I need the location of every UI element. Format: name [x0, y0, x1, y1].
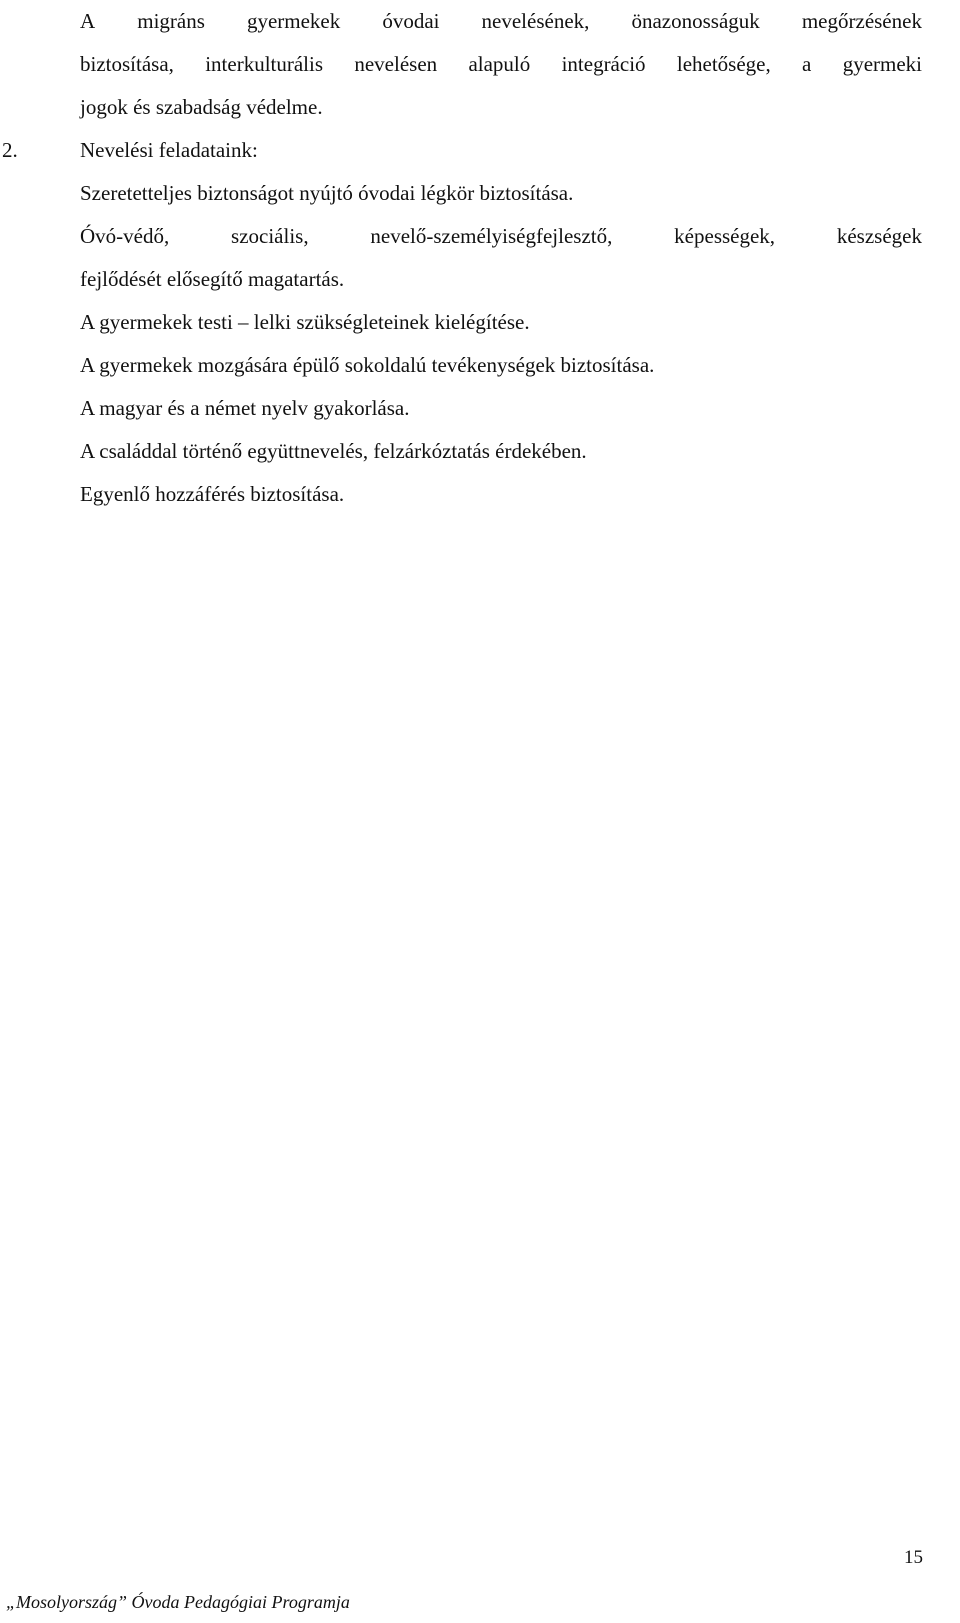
task-item: Egyenlő hozzáférés biztosítása. — [80, 482, 345, 506]
word: nevelésen — [354, 52, 438, 76]
section-heading — [2, 129, 922, 172]
word: készségek — [836, 224, 922, 248]
word: alapuló — [468, 52, 531, 76]
task-item-line-1 — [80, 215, 922, 258]
task-item: Szeretetteljes biztonságot nyújtó óvodai légkör biztosítása. — [80, 181, 574, 205]
word: A — [80, 9, 96, 33]
word: szociális, — [231, 224, 309, 248]
word: nevelő-személyiségfejlesztő, — [370, 224, 613, 248]
word: képességek, — [674, 224, 776, 248]
word: nevelésének, — [481, 9, 590, 33]
section-number: 2. — [2, 138, 18, 162]
word: Óvó-védő, — [80, 224, 170, 248]
word: integráció — [561, 52, 646, 76]
task-item: A gyermekek mozgására épülő sokoldalú tevékenységek biztosítása. — [80, 353, 655, 377]
intro-line-1 — [80, 0, 922, 43]
document-body — [2, 0, 922, 516]
word: interkulturális — [205, 52, 324, 76]
word: a — [802, 52, 812, 76]
task-item: A családdal történő együttnevelés, felzárkóztatás érdekében. — [80, 439, 587, 463]
page-number: 15 — [904, 1547, 923, 1568]
task-item-line-2: fejlődését elősegítő magatartás. — [80, 267, 345, 291]
task-item: A gyermekek testi – lelki szükségleteinek kielégítése. — [80, 310, 530, 334]
word: gyermeki — [842, 52, 922, 76]
word: gyermekek — [246, 9, 341, 33]
task-item: A magyar és a német nyelv gyakorlása. — [80, 396, 410, 420]
footer-program-title: „Mosolyország” Óvoda Pedagógiai Programja — [6, 1592, 350, 1612]
word: óvodai — [382, 9, 440, 33]
intro-line-3: jogok és szabadság védelme. — [80, 95, 323, 119]
word: migráns — [137, 9, 205, 33]
intro-line-2 — [80, 43, 922, 86]
word: önazonosságuk — [631, 9, 760, 33]
word: biztosítása, — [80, 52, 174, 76]
word: lehetősége, — [676, 52, 771, 76]
section-title: Nevelési feladataink: — [80, 138, 258, 162]
word: megőrzésének — [801, 9, 922, 33]
